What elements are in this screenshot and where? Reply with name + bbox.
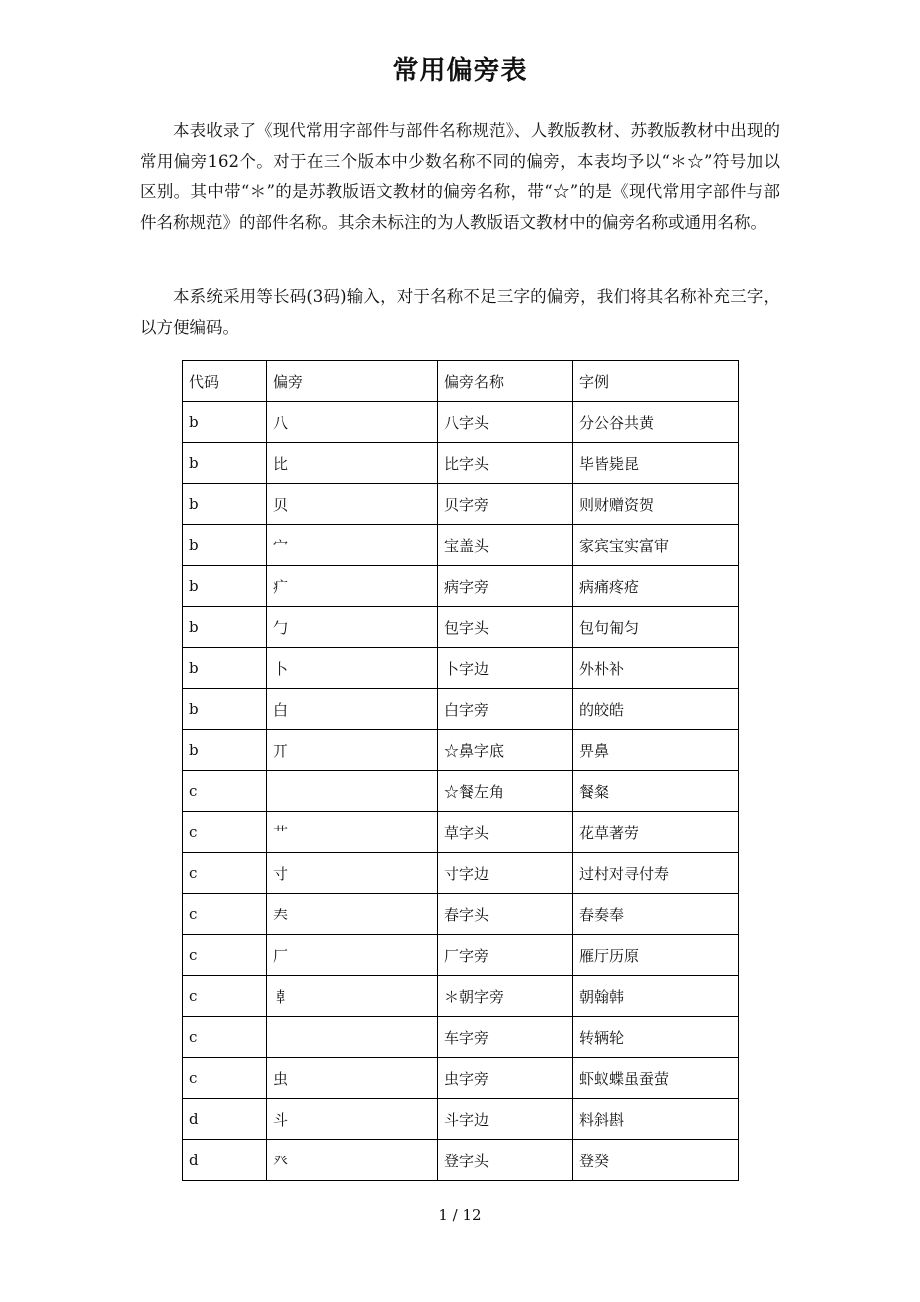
cell-examples: 毕皆毙昆 <box>573 443 739 484</box>
cell-radical: 斗 <box>267 1099 438 1140</box>
cell-code: c <box>183 935 267 976</box>
cell-radical-name: 宝盖头 <box>438 525 573 566</box>
table-row <box>183 935 739 976</box>
cell-examples: 则财赠资贺 <box>573 484 739 525</box>
table-row <box>183 402 739 443</box>
table-row <box>183 648 739 689</box>
cell-radical-name: 比字头 <box>438 443 573 484</box>
cell-radical: 寸 <box>267 853 438 894</box>
cell-radical-name: 厂字旁 <box>438 935 573 976</box>
cell-radical-name: 卜字边 <box>438 648 573 689</box>
cell-radical-name: 草字头 <box>438 812 573 853</box>
cell-examples: 餐粲 <box>573 771 739 812</box>
cell-code: b <box>183 607 267 648</box>
cell-code: b <box>183 689 267 730</box>
cell-radical-name: 八字头 <box>438 402 573 443</box>
cell-code: b <box>183 402 267 443</box>
cell-radical <box>267 1017 438 1058</box>
cell-radical-name: ☆餐左角 <box>438 771 573 812</box>
cell-code: d <box>183 1140 267 1181</box>
table-row <box>183 771 739 812</box>
cell-radical-name: 虫字旁 <box>438 1058 573 1099</box>
table-row <box>183 566 739 607</box>
cell-code: c <box>183 894 267 935</box>
radical-table <box>182 360 739 1181</box>
table-row <box>183 1058 739 1099</box>
table-row <box>183 976 739 1017</box>
cell-examples: 病痛疼疮 <box>573 566 739 607</box>
cell-code: b <box>183 525 267 566</box>
cell-code: c <box>183 1058 267 1099</box>
cell-radical: 丌 <box>267 730 438 771</box>
cell-radical-name: 车字旁 <box>438 1017 573 1058</box>
table-body <box>183 402 739 1181</box>
table-row <box>183 484 739 525</box>
table-row <box>183 730 739 771</box>
cell-code: b <box>183 648 267 689</box>
cell-radical: 卜 <box>267 648 438 689</box>
table-row <box>183 1017 739 1058</box>
intro-paragraph: 本表收录了《现代常用字部件与部件名称规范》、人教版教材、苏教版教材中出现的常用偏旁162个。对于在三个版本中少数名称不同的偏旁，本表均予以“＊☆”符号加以区别。其中带“＊”的是苏教版语文教材的偏旁名称，带“☆”的是《现代常用字部件与部件名称规范》的部件名称。其余未标注的为人教版语文教材中的偏旁名称或通用名称。 <box>140 121 780 232</box>
cell-radical-name: 斗字边 <box>438 1099 573 1140</box>
cell-radical: 𠦝 <box>267 976 438 1017</box>
cell-radical-name: 登字头 <box>438 1140 573 1181</box>
cell-radical-name: 贝字旁 <box>438 484 573 525</box>
table-row <box>183 689 739 730</box>
cell-code: c <box>183 853 267 894</box>
cell-radical: 厂 <box>267 935 438 976</box>
table-row <box>183 443 739 484</box>
cell-examples: 雁厅历原 <box>573 935 739 976</box>
cell-radical-name: 春字头 <box>438 894 573 935</box>
cell-radical: 𡗗 <box>267 894 438 935</box>
cell-code: b <box>183 730 267 771</box>
cell-examples: 的皎皓 <box>573 689 739 730</box>
table-row <box>183 853 739 894</box>
cell-examples: 畀鼻 <box>573 730 739 771</box>
input-method-paragraph: 本系统采用等长码(3码)输入，对于名称不足三字的偏旁，我们将其名称补充三字，以方便编码。 <box>140 287 780 337</box>
cell-examples: 花草著劳 <box>573 812 739 853</box>
cell-code: c <box>183 976 267 1017</box>
table-row <box>183 894 739 935</box>
cell-examples: 春奏奉 <box>573 894 739 935</box>
cell-code: c <box>183 1017 267 1058</box>
cell-code: b <box>183 443 267 484</box>
cell-radical <box>267 771 438 812</box>
cell-radical-name: ☆鼻字底 <box>438 730 573 771</box>
cell-radical: 八 <box>267 402 438 443</box>
cell-radical: 癶 <box>267 1140 438 1181</box>
cell-code: b <box>183 566 267 607</box>
cell-radical: 贝 <box>267 484 438 525</box>
cell-code: c <box>183 771 267 812</box>
cell-code: d <box>183 1099 267 1140</box>
cell-radical-name: ＊朝字旁 <box>438 976 573 1017</box>
header-code: 代码 <box>183 361 267 402</box>
cell-radical: 疒 <box>267 566 438 607</box>
cell-radical: 白 <box>267 689 438 730</box>
cell-code: b <box>183 484 267 525</box>
cell-examples: 分公谷共黄 <box>573 402 739 443</box>
cell-code: c <box>183 812 267 853</box>
cell-radical-name: 病字旁 <box>438 566 573 607</box>
table-row <box>183 812 739 853</box>
cell-radical: 艹 <box>267 812 438 853</box>
cell-radical: 虫 <box>267 1058 438 1099</box>
cell-examples: 虾蚁蝶虽蚕萤 <box>573 1058 739 1099</box>
cell-examples: 转辆轮 <box>573 1017 739 1058</box>
cell-radical: 比 <box>267 443 438 484</box>
cell-radical-name: 白字旁 <box>438 689 573 730</box>
header-radical: 偏旁 <box>267 361 438 402</box>
header-examples: 字例 <box>573 361 739 402</box>
table-row <box>183 1099 739 1140</box>
cell-examples: 外朴补 <box>573 648 739 689</box>
cell-radical-name: 包字头 <box>438 607 573 648</box>
table-header-row <box>183 361 739 402</box>
cell-examples: 包句匍匀 <box>573 607 739 648</box>
cell-examples: 料斜斟 <box>573 1099 739 1140</box>
page-number: 1 / 12 <box>438 1206 482 1224</box>
cell-examples: 朝翰韩 <box>573 976 739 1017</box>
cell-examples: 过村对寻付寿 <box>573 853 739 894</box>
page-title: 常用偏旁表 <box>392 56 528 86</box>
table-row <box>183 607 739 648</box>
cell-radical: 宀 <box>267 525 438 566</box>
cell-radical-name: 寸字边 <box>438 853 573 894</box>
cell-radical: 勹 <box>267 607 438 648</box>
cell-examples: 登癸 <box>573 1140 739 1181</box>
header-radical-name: 偏旁名称 <box>438 361 573 402</box>
table-row <box>183 525 739 566</box>
table-row <box>183 1140 739 1181</box>
cell-examples: 家宾宝实富审 <box>573 525 739 566</box>
